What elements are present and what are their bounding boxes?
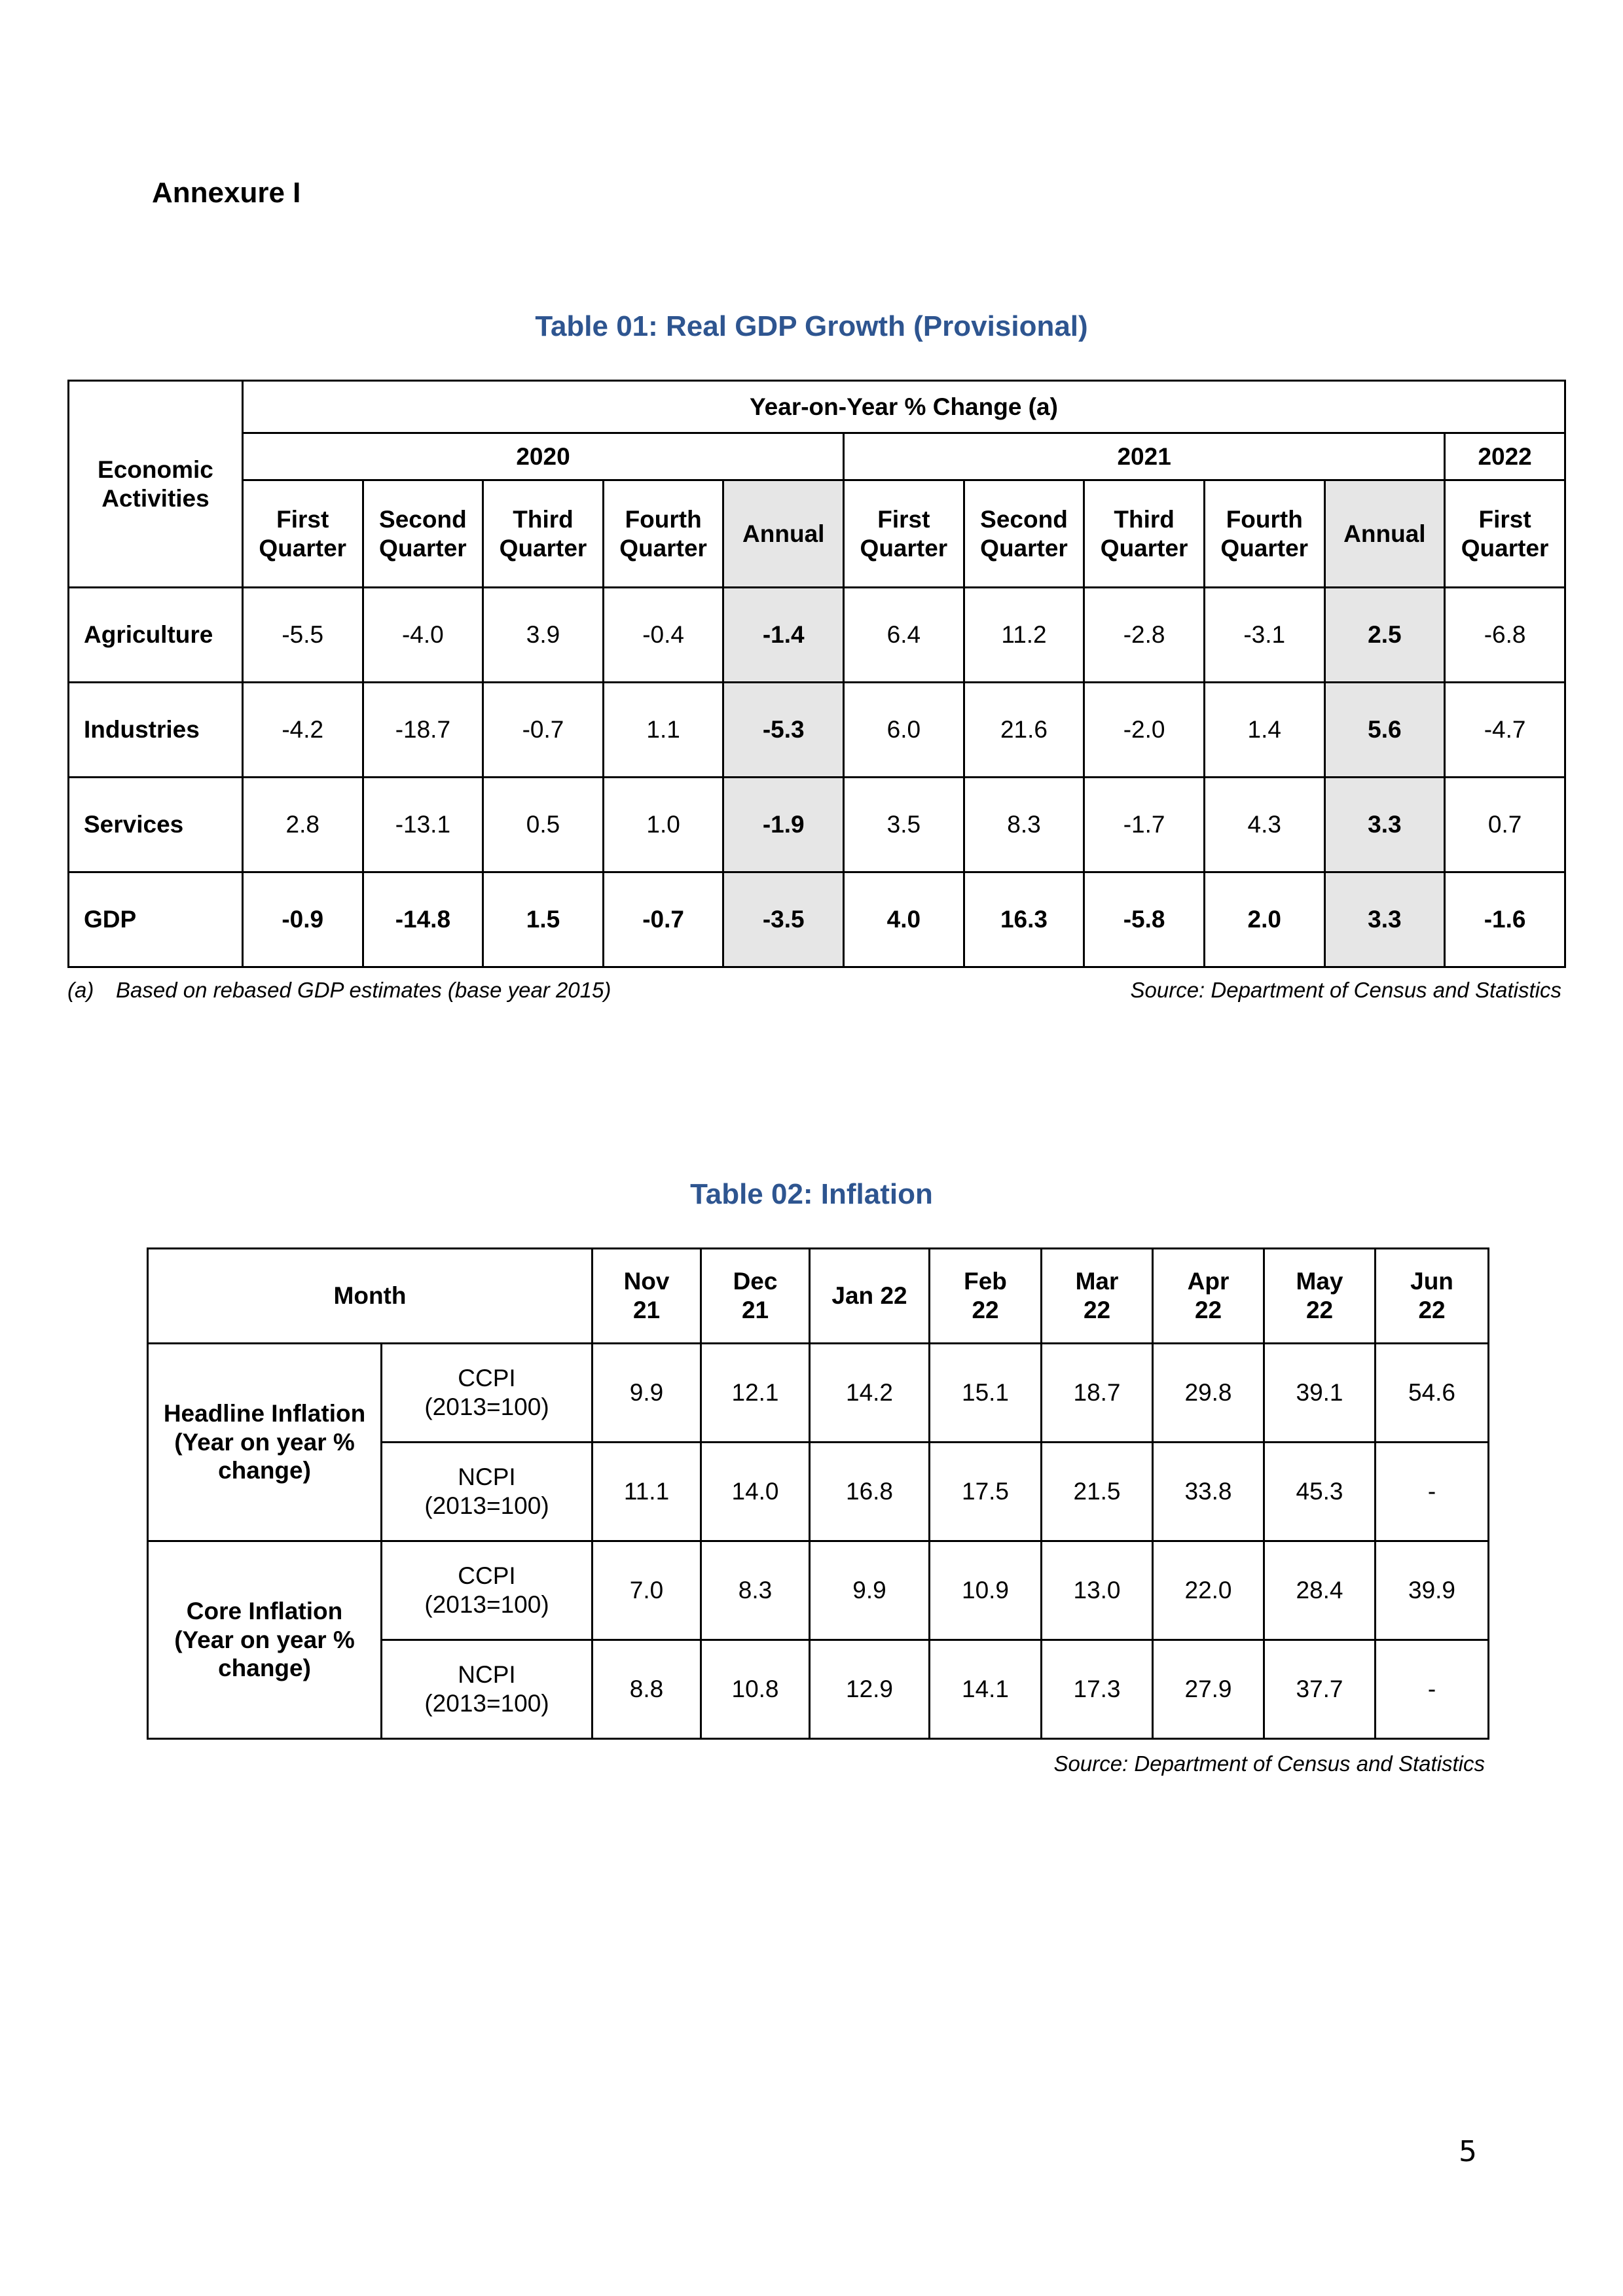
table-cell: -4.0	[363, 588, 483, 683]
table-cell: -13.1	[363, 778, 483, 872]
table-cell: -4.7	[1445, 683, 1565, 778]
table-cell: 27.9	[1153, 1640, 1264, 1739]
table-cell: -1.7	[1084, 778, 1205, 872]
table-cell: 28.4	[1264, 1541, 1376, 1640]
month-column-header: Jun 22	[1376, 1249, 1489, 1344]
row-header-economic-activities: Economic Activities	[69, 381, 243, 588]
table-cell: 6.4	[844, 588, 964, 683]
month-column-header: May 22	[1264, 1249, 1376, 1344]
column-header: Third Quarter	[483, 480, 604, 588]
table-cell: 2.0	[1204, 872, 1324, 967]
table-cell: 0.7	[1445, 778, 1565, 872]
table-cell: -2.0	[1084, 683, 1205, 778]
table2-title: Table 02: Inflation	[690, 1178, 933, 1210]
month-column-header: Dec 21	[701, 1249, 810, 1344]
table-cell: 14.1	[930, 1640, 1042, 1739]
table-cell: 21.5	[1042, 1443, 1153, 1541]
column-header: First Quarter	[1445, 480, 1565, 588]
table-cell: 11.2	[964, 588, 1084, 683]
index-label: NCPI (2013=100)	[382, 1640, 593, 1739]
table-cell: 17.3	[1042, 1640, 1153, 1739]
month-column-header: Jan 22	[810, 1249, 930, 1344]
month-header: Month	[148, 1249, 593, 1344]
row-label: Agriculture	[69, 588, 243, 683]
table-cell: -1.4	[723, 588, 844, 683]
table-cell: -1.9	[723, 778, 844, 872]
group-label: Core Inflation (Year on year % change)	[148, 1541, 382, 1739]
table-cell: 3.5	[844, 778, 964, 872]
column-header: Third Quarter	[1084, 480, 1205, 588]
table-cell: 9.9	[810, 1541, 930, 1640]
column-header: Fourth Quarter	[603, 480, 723, 588]
table-cell: 39.1	[1264, 1344, 1376, 1443]
table-row	[148, 1344, 1489, 1443]
table-cell: 39.9	[1376, 1541, 1489, 1640]
column-header: Fourth Quarter	[1204, 480, 1324, 588]
table-cell: 14.0	[701, 1443, 810, 1541]
table-row	[69, 683, 1565, 778]
annexure-heading: Annexure I	[152, 177, 301, 209]
table-cell: -1.6	[1445, 872, 1565, 967]
table-cell: 3.3	[1324, 872, 1445, 967]
table-cell: -5.8	[1084, 872, 1205, 967]
table-cell: 8.8	[593, 1640, 701, 1739]
table-cell: 11.1	[593, 1443, 701, 1541]
table-cell: 22.0	[1153, 1541, 1264, 1640]
table-cell: 1.1	[603, 683, 723, 778]
column-header: First Quarter	[242, 480, 363, 588]
table-cell: -6.8	[1445, 588, 1565, 683]
table-cell: 10.8	[701, 1640, 810, 1739]
table-cell: -	[1376, 1443, 1489, 1541]
table-cell: 12.1	[701, 1344, 810, 1443]
table-cell: 17.5	[930, 1443, 1042, 1541]
gdp-growth-table	[67, 380, 1566, 968]
index-label: CCPI (2013=100)	[382, 1541, 593, 1640]
table1-footnote	[67, 978, 611, 1003]
column-header: Second Quarter	[964, 480, 1084, 588]
table-cell: 8.3	[701, 1541, 810, 1640]
table-cell: -0.7	[483, 683, 604, 778]
row-label: Industries	[69, 683, 243, 778]
table1-title: Table 01: Real GDP Growth (Provisional)	[535, 310, 1088, 342]
table-cell: -0.9	[242, 872, 363, 967]
month-column-header: Mar 22	[1042, 1249, 1153, 1344]
table-cell: 45.3	[1264, 1443, 1376, 1541]
table-cell: 18.7	[1042, 1344, 1153, 1443]
table-cell: 10.9	[930, 1541, 1042, 1640]
table-cell: 3.9	[483, 588, 604, 683]
table-cell: -14.8	[363, 872, 483, 967]
table-row	[69, 588, 1565, 683]
table-cell: -3.1	[1204, 588, 1324, 683]
footnote-text: Based on rebased GDP estimates (base year 2015)	[116, 978, 611, 1002]
column-header: Annual	[1324, 480, 1445, 588]
table-cell: 33.8	[1153, 1443, 1264, 1541]
table-row	[69, 872, 1565, 967]
table-row	[148, 1541, 1489, 1640]
table-cell: 29.8	[1153, 1344, 1264, 1443]
table-cell: 3.3	[1324, 778, 1445, 872]
table-cell: 13.0	[1042, 1541, 1153, 1640]
inflation-table	[147, 1247, 1489, 1740]
table-cell: 15.1	[930, 1344, 1042, 1443]
table1-source: Source: Department of Census and Statistics	[1130, 978, 1561, 1002]
table-cell: -18.7	[363, 683, 483, 778]
table-cell: 12.9	[810, 1640, 930, 1739]
column-header: Second Quarter	[363, 480, 483, 588]
table-cell: -0.7	[603, 872, 723, 967]
month-column-header: Feb 22	[930, 1249, 1042, 1344]
table2-source: Source: Department of Census and Statistics	[1053, 1751, 1485, 1776]
table-cell: -5.5	[242, 588, 363, 683]
table-cell: -4.2	[242, 683, 363, 778]
table-cell: 2.5	[1324, 588, 1445, 683]
table-cell: 54.6	[1376, 1344, 1489, 1443]
index-label: CCPI (2013=100)	[382, 1344, 593, 1443]
table-cell: -	[1376, 1640, 1489, 1739]
table-cell: 16.8	[810, 1443, 930, 1541]
column-header: First Quarter	[844, 480, 964, 588]
table-cell: 6.0	[844, 683, 964, 778]
index-label: NCPI (2013=100)	[382, 1443, 593, 1541]
table-row	[69, 778, 1565, 872]
month-column-header: Nov 21	[593, 1249, 701, 1344]
table-cell: 1.4	[1204, 683, 1324, 778]
table-cell: -2.8	[1084, 588, 1205, 683]
table-cell: -0.4	[603, 588, 723, 683]
table-cell: 1.5	[483, 872, 604, 967]
month-column-header: Apr 22	[1153, 1249, 1264, 1344]
table-cell: -3.5	[723, 872, 844, 967]
group-label: Headline Inflation (Year on year % change)	[148, 1344, 382, 1541]
table-cell: 37.7	[1264, 1640, 1376, 1739]
table-cell: 21.6	[964, 683, 1084, 778]
table-cell: 7.0	[593, 1541, 701, 1640]
table-cell: 8.3	[964, 778, 1084, 872]
footnote-tag: (a)	[67, 978, 94, 1002]
table-cell: 5.6	[1324, 683, 1445, 778]
row-label: GDP	[69, 872, 243, 967]
table-cell: 14.2	[810, 1344, 930, 1443]
table-cell: 16.3	[964, 872, 1084, 967]
year-2022: 2022	[1445, 433, 1565, 480]
table-cell: 1.0	[603, 778, 723, 872]
top-header: Year-on-Year % Change (a)	[242, 381, 1565, 433]
table-cell: 2.8	[242, 778, 363, 872]
year-2020: 2020	[242, 433, 843, 480]
table-cell: 4.3	[1204, 778, 1324, 872]
table-cell: 0.5	[483, 778, 604, 872]
table-cell: 9.9	[593, 1344, 701, 1443]
row-label: Services	[69, 778, 243, 872]
column-header: Annual	[723, 480, 844, 588]
table-cell: -5.3	[723, 683, 844, 778]
year-2021: 2021	[844, 433, 1445, 480]
page-number: 5	[1459, 2135, 1477, 2168]
table-cell: 4.0	[844, 872, 964, 967]
